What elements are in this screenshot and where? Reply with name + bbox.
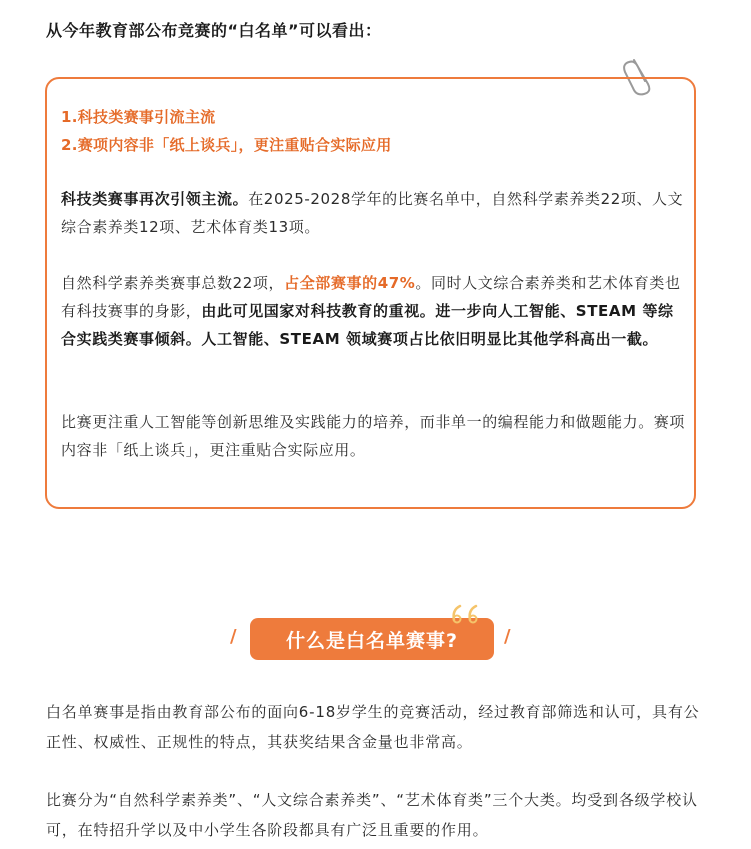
paragraph-bold-lead: 科技类赛事再次引领主流。 xyxy=(61,190,249,208)
headline-1: 1.科技类赛事引流主流 xyxy=(61,108,216,126)
section-title-pill xyxy=(250,618,494,660)
right-slash-decoration: / xyxy=(504,626,511,647)
section-title-text: 什么是白名单赛事? xyxy=(285,629,459,652)
paragraph-innovation: 比赛更注重人工智能等创新思维及实践能力的培养，而非单一的编程能力和做题能力。赛项内容非「纸上谈兵」，更注重贴合实际应用。 xyxy=(61,413,686,459)
paragraph-text: 。同时人文综合素养类和艺术体育类也有科技赛事的身影， xyxy=(61,274,681,320)
intro-heading: 从今年教育部公布竞赛的“白名单”可以看出： xyxy=(46,21,382,40)
summary-card xyxy=(45,77,696,509)
paragraph-tech-leads xyxy=(61,185,686,241)
quote-decoration-icon xyxy=(450,602,484,624)
whitelist-categories-paragraph: 比赛分为“自然科学素养类”、“人文综合素养类”、“艺术体育类”三个大类。均受到各级学校认可，在特招升学以及中小学生各阶段都具有广泛且重要的作用。 xyxy=(46,791,698,839)
paragraph-statistics xyxy=(61,269,686,353)
paragraph-text: 在2025-2028学年的比赛名单中，自然科学素养类22项、人文综合素养类12项、艺术体育类13项。 xyxy=(61,190,684,236)
left-slash-decoration: / xyxy=(230,626,237,647)
section-title xyxy=(228,604,518,660)
whitelist-definition-paragraph: 白名单赛事是指由教育部公布的面向6-18岁学生的竞赛活动，经过教育部筛选和认可，具有公正性、权威性、正规性的特点，其获奖结果含金量也非常高。 xyxy=(46,703,700,751)
percent-highlight: 占全部赛事的47% xyxy=(284,274,416,292)
paragraph-text: 自然科学素养类赛事总数22项， xyxy=(61,274,285,292)
headline-2: 2.赛项内容非「纸上谈兵」，更注重贴合实际应用 xyxy=(61,136,392,154)
paragraph-bold-conclusion: 由此可见国家对科技教育的重视。进一步向人工智能、STEAM 等综合实践类赛事倾斜。人工智能、STEAM 领域赛项占比依旧明显比其他学科高出一截。 xyxy=(61,302,674,348)
